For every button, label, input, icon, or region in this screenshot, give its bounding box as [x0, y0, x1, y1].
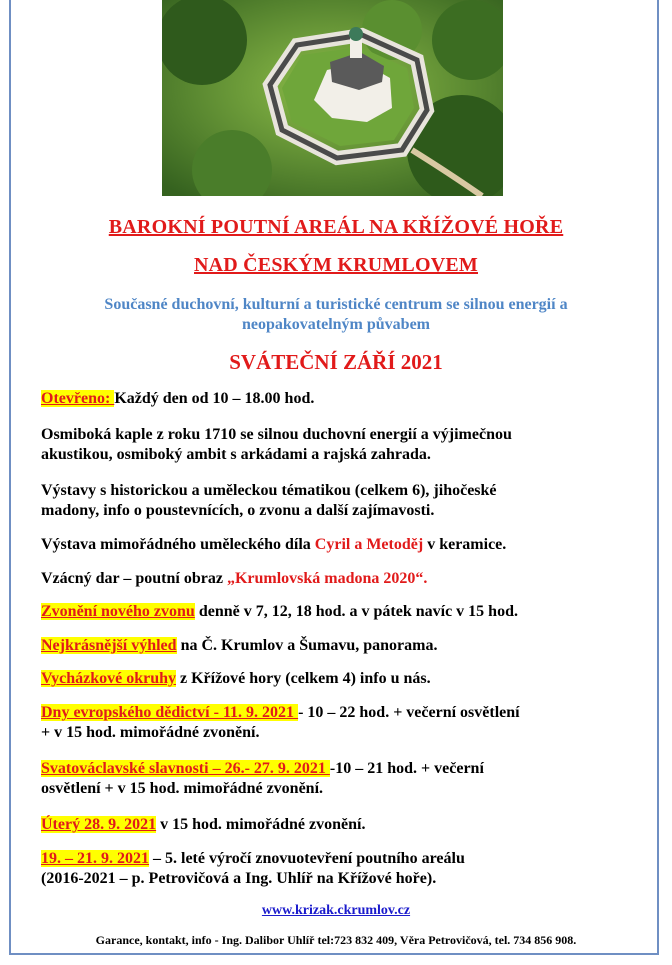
gift-title: „Krumlovská madona 2020“. [226, 570, 428, 587]
exhibitions-info [41, 481, 621, 521]
wenceslas-info [41, 759, 621, 799]
anniversary-text-2: (2016-2021 – p. Petrovičová a Ing. Uhlíř na Křížové hoře). [41, 870, 437, 887]
wenceslas-label: Svatováclavské slavnosti – 26.- 27. 9. 2021 [41, 760, 330, 777]
subtitle-line-2: neopakovatelným půvabem [241, 316, 431, 333]
exhibitions-line-1: Výstavy s historickou a uměleckou tématikou (celkem 6), jihočeské [41, 482, 497, 499]
anniversary-label: 19. – 21. 9. 2021 [41, 850, 149, 867]
view-text: na Č. Krumlov a Šumavu, panorama. [176, 637, 438, 654]
aerial-photo [162, 0, 503, 196]
open-label: Otevřeno: [41, 390, 115, 407]
opening-hours [41, 389, 621, 409]
walks-label: Vycházkové okruhy [41, 670, 176, 687]
wenceslas-text-1: -10 – 21 hod. + večerní [329, 760, 484, 777]
chapel-line-1: Osmiboká kaple z roku 1710 se silnou duchovní energií a výjimečnou [41, 426, 512, 443]
tuesday-text: v 15 hod. mimořádné zvonění. [156, 816, 366, 833]
open-text: Každý den od 10 – 18.00 hod. [114, 390, 315, 407]
art-text: Výstava mimořádného uměleckého díla [41, 536, 315, 553]
art-exhibition [41, 535, 621, 555]
chapel-info [41, 425, 621, 465]
tuesday-info [41, 815, 621, 835]
anniversary-info [41, 849, 621, 889]
art-title: Cyril a Metoděj [314, 536, 424, 553]
exhibitions-line-2: madony, info o poustevnících, o zvonu a další zajímavosti. [41, 502, 435, 519]
tuesday-label: Úterý 28. 9. 2021 [41, 816, 157, 833]
heritage-days-info [41, 703, 621, 743]
title-line-2: NAD ČESKÝM KRUMLOVEM [194, 254, 478, 276]
bell-info [41, 602, 621, 622]
wenceslas-text-2: osvětlení + v 15 hod. mimořádné zvonění. [41, 780, 324, 797]
walks-info [41, 669, 621, 689]
subtitle-line-1: Současné duchovní, kulturní a turistické centrum se silnou energií a [104, 296, 568, 313]
subtitle [0, 295, 672, 335]
bell-label: Zvonění nového zvonu [41, 603, 195, 620]
gift-info [41, 569, 621, 589]
chapel-line-2: akustikou, osmiboký ambit s arkádami a rajská zahrada. [41, 446, 431, 463]
section-title: SVÁTEČNÍ ZÁŘÍ 2021 [229, 350, 443, 374]
website-link[interactable]: www.krizak.ckrumlov.cz [261, 903, 411, 918]
footer-contact: Garance, kontakt, info - Ing. Dalibor Uhlíř tel:723 832 409, Věra Petrovičová, tel. 734 856 908. [95, 933, 577, 947]
walks-text: z Křížové hory (celkem 4) info u nás. [175, 670, 431, 687]
gift-text: Vzácný dar – poutní obraz [41, 570, 227, 587]
anniversary-text-1: – 5. leté výročí znovuotevření poutního areálu [149, 850, 465, 867]
view-info [41, 636, 621, 656]
heritage-label: Dny evropského dědictví - 11. 9. 2021 [41, 704, 299, 721]
art-text-end: v keramice. [423, 536, 507, 553]
heritage-text-1: - 10 – 22 hod. + večerní osvětlení [298, 704, 520, 721]
view-label: Nejkrásnější výhled [41, 637, 177, 654]
heritage-text-2: + v 15 hod. mimořádné zvonění. [41, 724, 260, 741]
bell-text: denně v 7, 12, 18 hod. a v pátek navíc v 15 hod. [194, 603, 518, 620]
title-line-1: BAROKNÍ POUTNÍ AREÁL NA KŘÍŽOVÉ HOŘE [108, 216, 564, 238]
